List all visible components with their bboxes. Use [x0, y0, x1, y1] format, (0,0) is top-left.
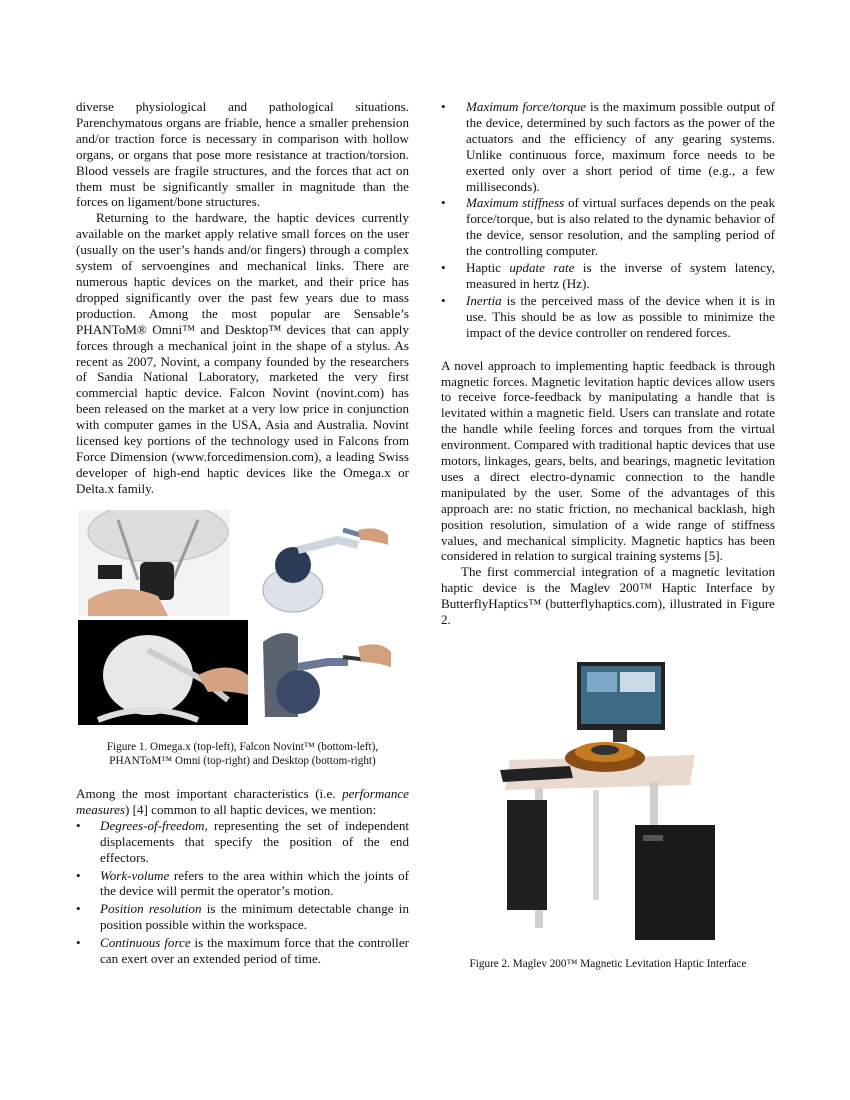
maglev-workstation-image — [495, 660, 725, 942]
left-column — [76, 99, 409, 497]
characteristics-list-continued — [441, 99, 775, 341]
list-item: • Maximum stiffness of virtual surfaces depends on the peak force/torque, but is also related to the dynamic behavior of the device, sensor resolution, and the sampling period of the controlling computer. — [441, 195, 775, 259]
falcon-novint-image — [78, 620, 248, 725]
list-item: • Inertia is the perceived mass of the device when it is in use. This should be as low as possible to minimize the impact of the device controller on rendered forces. — [441, 292, 775, 340]
characteristics-list — [76, 818, 409, 967]
right-column — [441, 99, 775, 628]
figure-1-caption-line-1: Figure 1. Omega.x (top-left), Falcon Novint™ (bottom-left), — [106, 741, 379, 753]
phantom-omni-image — [248, 510, 391, 616]
figure-1-caption — [76, 740, 409, 768]
list-item: • Haptic update rate is the inverse of system latency, measured in hertz (Hz). — [441, 260, 775, 291]
list-item: • Continuous force is the maximum force that the controller can exert over an extended period of time. — [76, 935, 409, 967]
paragraph-physiological: diverse physiological and pathological situations. Parenchymatous organs are friable, hence a smaller prehension and/or traction force is necessary in comparison with hollow organs, or organs that pose more resistance at traction/torsion. Blood vessels are fragile structures, and the forces that act on them must be significantly smaller in magnitude than the forces on ligament/bone structures. — [76, 99, 409, 210]
phantom-desktop-image — [253, 622, 391, 725]
paragraph-hardware: Returning to the hardware, the haptic devices currently available on the market apply relative small forces on the user (usually on the user’s hands and/or fingers) through a complex system of servoengines and mechanical links. There are numerous haptic devices on the market, and their price has dropped significantly over the past few years due to mass production. Among the most popular are Sensable’s PHANToM® Omni™ and Desktop™ devices that can apply forces through a mechanical joint in the shape of a stylus. As recent as 2007, Novint, a company founded by the researchers of Sandia National Laboratory, marketed the very first commercial haptic device. Falcon Novint (novint.com) has been released on the market at a very low price in conjunction with computer games in the USA, Asia and Australia. Novint licensed key portions of the technology used in Falcons from Force Dimension (www.forcedimension.com), a leading Swiss developer of high-end haptic devices like the Omega.x or Delta.x family. — [76, 210, 409, 496]
figure-1-images — [78, 510, 391, 725]
figure-1 — [78, 510, 391, 725]
list-item: • Degrees-of-freedom, representing the set of independent displacements that specify the position of the end effectors. — [76, 817, 409, 865]
paragraph-characteristics: Among the most important characteristics (i.e. performance measures) [4] common to all haptic devices, we mention: — [76, 786, 409, 817]
left-column-lower — [76, 786, 409, 969]
figure-1-caption-line-2: PHANToM™ Omni (top-right) and Desktop (bottom-right) — [109, 755, 376, 767]
omega-x-image — [78, 510, 230, 616]
list-item: • Position resolution is the minimum detectable change in position possible within the workspace. — [76, 901, 409, 933]
paragraph-maglev: The first commercial integration of a magnetic levitation haptic device is the Maglev 200™ Haptic Interface by ButterflyHaptics™ (butterflyhaptics.com), illustrated in Figure 2. — [441, 564, 775, 628]
figure-2 — [495, 660, 725, 942]
list-item: • Maximum force/torque is the maximum possible output of the device, determined by such factors as the power of the actuators and the efficiency of any gearing systems. Unlike continuous force, maximum force needs to be exerted only over a short period of time (e.g., a few milliseconds). — [441, 99, 776, 194]
list-item: • Work-volume refers to the area within which the joints of the device will permit the operator’s motion. — [76, 867, 409, 899]
paragraph-magnetic: A novel approach to implementing haptic feedback is through magnetic forces. Magnetic levitation haptic devices allow users to receive force-feedback by manipulating a handle that is levitated within a magnetic field. Users can translate and rotate the handle while feeling forces and torques from the virtual environment. Compared with traditional haptic devices that use motors, linkages, gears, belts, and bearings, magnetic levitation uses a direct electro-dynamic connection to the handle manipulated by the user. Some of the advantages of this approach are: no static friction, no mechanical backlash, high position resolution, simulation of a wide range of stiffness values, and mechanical simplicity. Magnetic haptics has been considered in relation to surgical training systems [5]. — [441, 357, 775, 564]
figure-2-caption: Figure 2. Maglev 200™ Magnetic Levitation Haptic Interface — [469, 958, 747, 970]
